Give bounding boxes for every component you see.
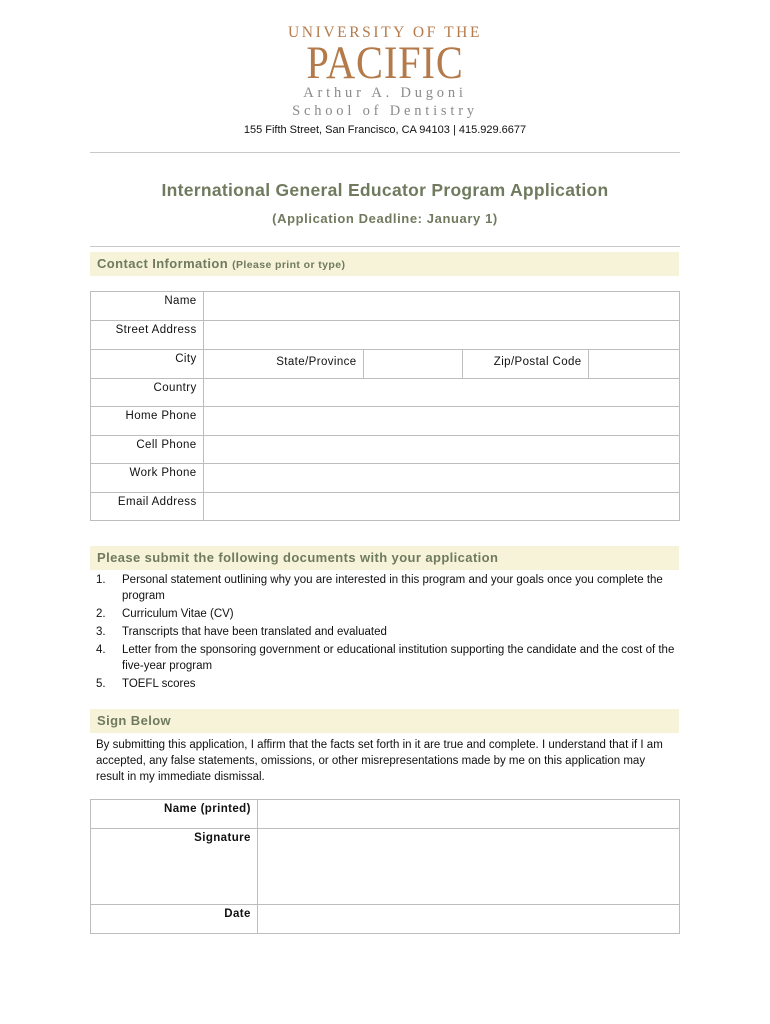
school-address: 155 Fifth Street, San Francisco, CA 94103 | 415.929.6677: [243, 124, 527, 136]
zip-postal-code-input[interactable]: [589, 350, 679, 378]
university-logo: [0, 24, 770, 120]
signature-input[interactable]: [257, 829, 679, 905]
page-subtitle: (Application Deadline: January 1): [272, 211, 498, 226]
city-state-zip-cell: [203, 350, 679, 379]
contact-heading-text: Contact Information: [97, 256, 229, 271]
title-divider: [90, 246, 680, 247]
sign-section-heading: Sign Below: [90, 709, 679, 733]
name-input[interactable]: [203, 292, 679, 321]
home-phone-label: Home Phone: [91, 407, 204, 436]
contact-form: [90, 291, 680, 521]
state-province-input[interactable]: [364, 350, 463, 378]
logo-school-subtitle: School of Dentistry: [292, 103, 478, 119]
logo-school-name: Arthur A. Dugoni: [303, 85, 467, 101]
list-item: 3. Transcripts that have been translated and evaluated: [96, 626, 387, 638]
city-input[interactable]: [204, 350, 256, 378]
contact-heading-note: (Please print or type): [232, 259, 346, 271]
list-item: 1. Personal statement outlining why you are interested in this program and your goals once you complete the program: [96, 574, 663, 602]
city-label: City: [91, 350, 204, 379]
signature-label: Signature: [91, 829, 258, 905]
list-item: 2. Curriculum Vitae (CV): [96, 608, 234, 620]
home-phone-input[interactable]: [203, 407, 679, 436]
list-item: 5. TOEFL scores: [96, 678, 196, 690]
work-phone-input[interactable]: [203, 464, 679, 493]
street-address-label: Street Address: [91, 321, 204, 350]
street-address-input[interactable]: [203, 321, 679, 350]
email-address-label: Email Address: [91, 493, 204, 521]
work-phone-label: Work Phone: [91, 464, 204, 493]
zip-postal-code-label: Zip/Postal Code: [463, 350, 589, 378]
header-divider: [90, 152, 680, 153]
logo-university-of-the: UNIVERSITY OF THE: [287, 24, 483, 41]
logo-pacific: PACIFIC: [306, 37, 464, 89]
cell-phone-input[interactable]: [203, 436, 679, 464]
country-input[interactable]: [203, 379, 679, 407]
page-title: International General Educator Program Application: [161, 180, 609, 200]
email-address-input[interactable]: [203, 493, 679, 521]
date-label: Date: [91, 905, 258, 934]
date-input[interactable]: [257, 905, 679, 934]
state-province-label: State/Province: [256, 350, 364, 378]
documents-list: [96, 572, 680, 694]
cell-phone-label: Cell Phone: [91, 436, 204, 464]
country-label: Country: [91, 379, 204, 407]
list-item: 4. Letter from the sponsoring government or educational institution supporting the candidate and the cost of the five-year program: [96, 644, 675, 672]
documents-section-heading: Please submit the following documents with your application: [90, 546, 679, 570]
name-printed-input[interactable]: [257, 800, 679, 829]
sign-affirmation-text: By submitting this application, I affirm that the facts set forth in it are true and complete. I understand that if I am accepted, any false statements, omissions, or other misrepresentations made by me on this application may result in my immediate dismissal.: [96, 739, 663, 783]
name-label: Name: [91, 292, 204, 321]
name-printed-label: Name (printed): [91, 800, 258, 829]
signature-form: [90, 799, 680, 934]
contact-section-heading: [90, 252, 679, 276]
